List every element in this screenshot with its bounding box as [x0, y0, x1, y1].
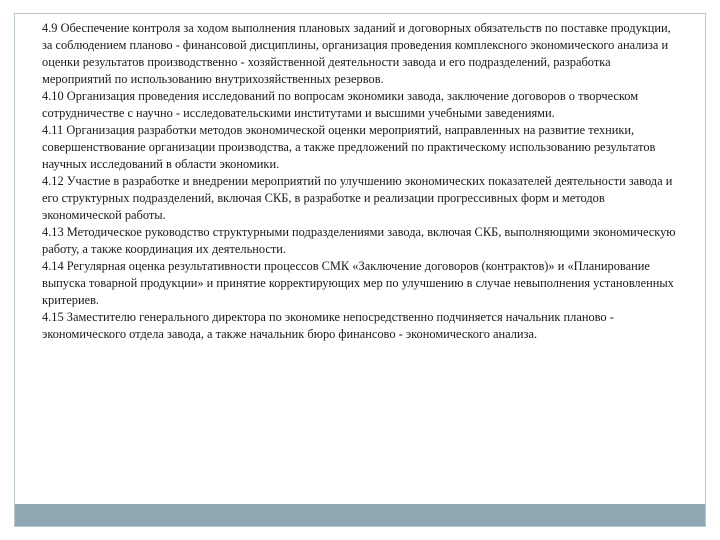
paragraph-4-12: 4.12 Участие в разработке и внедрении мероприятий по улучшению экономических показателей деятельности завода и его структурных подразделений, включая СКБ, в разработке и реализации прогрессивных форм и методов экономической работы.: [42, 174, 673, 222]
paragraph-4-10: 4.10 Организация проведения исследований по вопросам экономики завода, заключение договоров о творческом сотрудничестве с научно - исследовательскими институтами и высшими учебными заведениями.: [42, 89, 639, 120]
paragraph-4-13: 4.13 Методическое руководство структурными подразделениями завода, включая СКБ, выполняющими экономическую работу, а также координация их деятельности.: [42, 225, 676, 256]
paragraph-4-9: 4.9 Обеспечение контроля за ходом выполнения плановых заданий и договорных обязательств по поставке продукции, за соблюдением планово - финансовой дисциплины, организация проведения комплексного экономического анализа и оценки результатов производственно - хозяйственной деятельности завода и его подразделений, разработка мероприятий по использованию внутрихозяйственных резервов.: [42, 21, 671, 86]
slide-frame: [14, 13, 706, 527]
paragraph-4-15: 4.15 Заместителю генерального директора по экономике непосредственно подчиняется начальник планово - экономического отдела завода, а также начальник бюро финансово - экономического анализа.: [42, 310, 614, 341]
paragraph-4-14: 4.14 Регулярная оценка результативности процессов СМК «Заключение договоров (контрактов)» и «Планирование выпуска товарной продукции» и принятие корректирующих мер по улучшению в случае невыполнения установленных критериев.: [42, 259, 674, 307]
paragraph-4-11: 4.11 Организация разработки методов экономической оценки мероприятий, направленных на развитие техники, совершенствование организации производства, а также предложений по практическому использованию результатов научных исследований в области экономики.: [42, 123, 656, 171]
slide-content: [42, 20, 682, 343]
slide-bottom-bar: [15, 504, 705, 526]
